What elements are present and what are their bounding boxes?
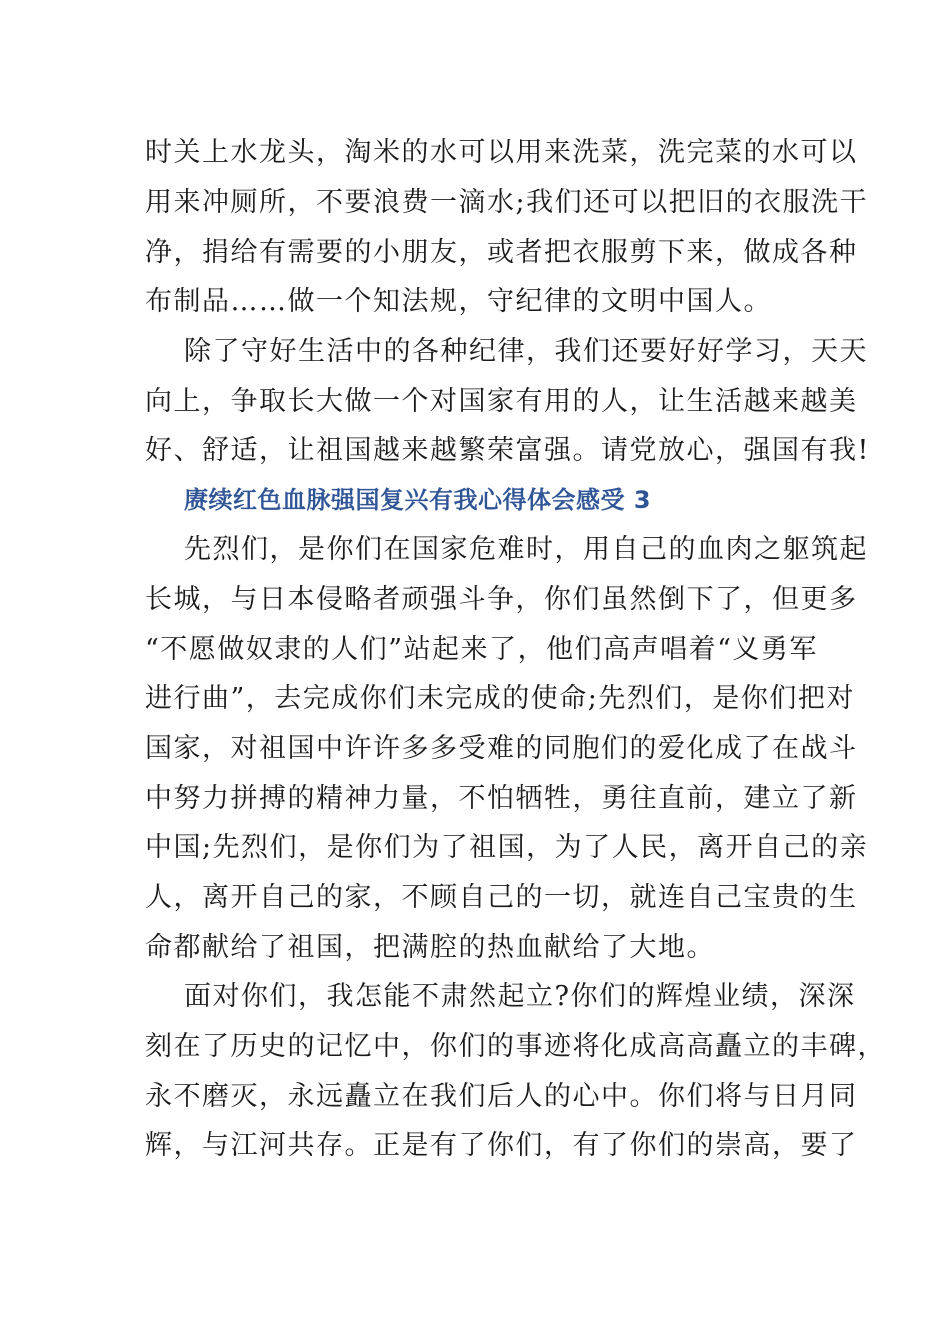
paragraph-3-line-3: “不愿做奴隶的人们”站起来了，他们高声唱着“义勇军 [145, 634, 818, 665]
paragraph-3-line-6: 中努力拼搏的精神力量，不怕牺牲，勇往直前，建立了新 [145, 783, 858, 814]
paragraph-4-line-3: 永不磨灭，永远矗立在我们后人的心中。你们将与日月同 [145, 1081, 858, 1112]
section-heading: 赓续红色血脉强国复兴有我心得体会感受 3 [184, 486, 652, 514]
paragraph-4-line-1: 面对你们，我怎能不肃然起立?你们的辉煌业绩，深深 [184, 981, 856, 1012]
paragraph-4-line-4: 辉，与江河共存。正是有了你们，有了你们的崇高，要了 [145, 1130, 858, 1161]
paragraph-3-line-5: 国家，对祖国中许许多多受难的同胞们的爱化成了在战斗 [145, 733, 858, 764]
paragraph-1-line-2: 用来冲厕所，不要浪费一滴水;我们还可以把旧的衣服洗干 [145, 187, 869, 218]
paragraph-3-line-4: 进行曲”，去完成你们未完成的使命;先烈们，是你们把对 [145, 683, 855, 714]
paragraph-2-line-2: 向上，争取长大做一个对国家有用的人，让生活越来越美 [145, 386, 858, 417]
paragraph-1-line-1: 时关上水龙头，淘米的水可以用来洗菜，洗完菜的水可以 [145, 137, 858, 168]
paragraph-3-line-1: 先烈们，是你们在国家危难时，用自己的血肉之躯筑起 [184, 534, 868, 565]
paragraph-1-line-4: 布制品……做一个知法规，守纪律的文明中国人。 [145, 286, 772, 317]
paragraph-3-line-7: 中国;先烈们，是你们为了祖国，为了人民，离开自己的亲 [145, 832, 869, 863]
paragraph-4-line-2: 刻在了历史的记忆中，你们的事迹将化成高高矗立的丰碑， [145, 1031, 886, 1062]
paragraph-1-line-3: 净，捐给有需要的小朋友，或者把衣服剪下来，做成各种 [145, 237, 858, 268]
paragraph-2-line-3: 好、舒适，让祖国越来越繁荣富强。请党放心，强国有我! [145, 435, 870, 466]
paragraph-3-line-8: 人，离开自己的家，不顾自己的一切，就连自己宝贵的生 [145, 882, 858, 913]
paragraph-3-line-9: 命都献给了祖国，把满腔的热血献给了大地。 [145, 932, 715, 963]
paragraph-2-line-1: 除了守好生活中的各种纪律，我们还要好好学习，天天 [184, 336, 868, 367]
paragraph-3-line-2: 长城，与日本侵略者顽强斗争，你们虽然倒下了，但更多 [145, 584, 858, 615]
